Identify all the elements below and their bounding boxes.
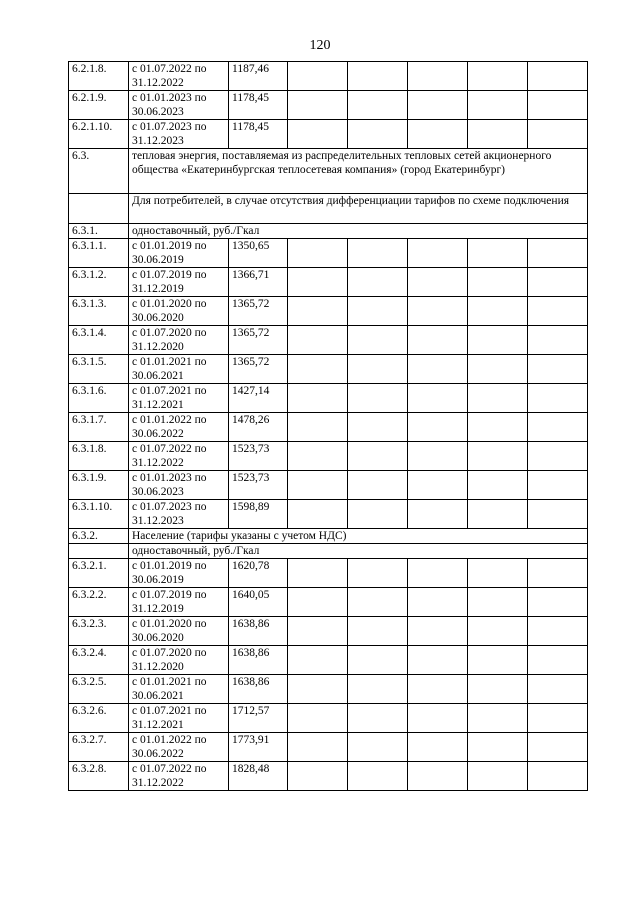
empty-cell: [408, 326, 468, 355]
row-number: 6.3.2.8.: [69, 762, 129, 791]
empty-cell: [528, 762, 588, 791]
table-row: [69, 413, 588, 442]
empty-cell: [288, 297, 348, 326]
empty-cell: [468, 646, 528, 675]
tariff-value-cell: 1178,45: [229, 120, 288, 149]
empty-cell: [288, 384, 348, 413]
empty-cell: [348, 704, 408, 733]
empty-cell: [468, 733, 528, 762]
row-number: 6.2.1.8.: [69, 62, 129, 91]
row-number: [69, 194, 129, 224]
row-number: 6.2.1.9.: [69, 91, 129, 120]
empty-cell: [348, 120, 408, 149]
tariff-value-cell: 1350,65: [229, 239, 288, 268]
row-number: 6.3.1.9.: [69, 471, 129, 500]
empty-cell: [528, 62, 588, 91]
empty-cell: [288, 471, 348, 500]
tariff-value-cell: 1598,89: [229, 500, 288, 529]
empty-cell: [528, 559, 588, 588]
table-row: [69, 268, 588, 297]
period-cell: с 01.07.2020 по 31.12.2020: [129, 326, 229, 355]
empty-cell: [408, 559, 468, 588]
period-cell: с 01.07.2023 по 31.12.2023: [129, 120, 229, 149]
tariff-value-cell: 1638,86: [229, 646, 288, 675]
period-cell: с 01.07.2022 по 31.12.2022: [129, 442, 229, 471]
empty-cell: [348, 355, 408, 384]
empty-cell: [288, 588, 348, 617]
empty-cell: [468, 617, 528, 646]
period-cell: с 01.07.2019 по 31.12.2019: [129, 268, 229, 297]
row-number: [69, 544, 129, 559]
period-cell: с 01.01.2023 по 30.06.2023: [129, 91, 229, 120]
row-number: 6.3.1.10.: [69, 500, 129, 529]
tariff-value-cell: 1187,46: [229, 62, 288, 91]
tariff-value-cell: 1365,72: [229, 355, 288, 384]
empty-cell: [408, 268, 468, 297]
tariff-value-cell: 1620,78: [229, 559, 288, 588]
empty-cell: [288, 355, 348, 384]
row-number: 6.3.1.2.: [69, 268, 129, 297]
empty-cell: [468, 471, 528, 500]
table-row: [69, 762, 588, 791]
empty-cell: [408, 733, 468, 762]
period-cell: с 01.07.2022 по 31.12.2022: [129, 762, 229, 791]
table-row: [69, 733, 588, 762]
empty-cell: [408, 675, 468, 704]
empty-cell: [468, 297, 528, 326]
empty-cell: [288, 268, 348, 297]
empty-cell: [468, 268, 528, 297]
table-row: [69, 442, 588, 471]
table-row: [69, 675, 588, 704]
section-row: [69, 544, 588, 559]
empty-cell: [528, 675, 588, 704]
table-row: [69, 297, 588, 326]
table-row: [69, 384, 588, 413]
empty-cell: [528, 733, 588, 762]
empty-cell: [408, 442, 468, 471]
table-row: [69, 326, 588, 355]
period-cell: с 01.07.2022 по 31.12.2022: [129, 62, 229, 91]
empty-cell: [288, 413, 348, 442]
empty-cell: [468, 413, 528, 442]
period-cell: с 01.01.2020 по 30.06.2020: [129, 617, 229, 646]
empty-cell: [528, 120, 588, 149]
tariff-value-cell: 1828,48: [229, 762, 288, 791]
empty-cell: [528, 471, 588, 500]
section-heading: тепловая энергия, поставляемая из распределительных тепловых сетей акционерного общества «Екатеринбургская теплосетевая компания» (город Екатеринбург): [129, 149, 588, 194]
row-number: 6.3.1.1.: [69, 239, 129, 268]
empty-cell: [408, 62, 468, 91]
empty-cell: [408, 413, 468, 442]
row-number: 6.3.2.4.: [69, 646, 129, 675]
empty-cell: [408, 762, 468, 791]
empty-cell: [408, 297, 468, 326]
empty-cell: [348, 500, 408, 529]
period-cell: с 01.01.2021 по 30.06.2021: [129, 355, 229, 384]
table-row: [69, 646, 588, 675]
empty-cell: [288, 62, 348, 91]
row-number: 6.2.1.10.: [69, 120, 129, 149]
table-row: [69, 500, 588, 529]
empty-cell: [288, 646, 348, 675]
table-row: [69, 62, 588, 91]
empty-cell: [288, 326, 348, 355]
section-row: [69, 194, 588, 224]
tariff-value-cell: 1427,14: [229, 384, 288, 413]
empty-cell: [348, 268, 408, 297]
empty-cell: [348, 62, 408, 91]
tariff-value-cell: 1365,72: [229, 297, 288, 326]
empty-cell: [528, 268, 588, 297]
empty-cell: [348, 617, 408, 646]
empty-cell: [468, 442, 528, 471]
empty-cell: [528, 500, 588, 529]
empty-cell: [288, 559, 348, 588]
empty-cell: [348, 646, 408, 675]
tariff-value-cell: 1366,71: [229, 268, 288, 297]
tariff-value-cell: 1638,86: [229, 675, 288, 704]
empty-cell: [288, 762, 348, 791]
empty-cell: [348, 675, 408, 704]
empty-cell: [468, 91, 528, 120]
table-row: [69, 120, 588, 149]
row-number: 6.3.1.5.: [69, 355, 129, 384]
empty-cell: [408, 355, 468, 384]
empty-cell: [528, 326, 588, 355]
table-row: [69, 559, 588, 588]
empty-cell: [468, 588, 528, 617]
empty-cell: [348, 384, 408, 413]
tariff-value-cell: 1712,57: [229, 704, 288, 733]
empty-cell: [288, 704, 348, 733]
empty-cell: [408, 646, 468, 675]
table-row: [69, 91, 588, 120]
table-row: [69, 617, 588, 646]
period-cell: с 01.01.2023 по 30.06.2023: [129, 471, 229, 500]
empty-cell: [408, 471, 468, 500]
section-heading: одноставочный, руб./Гкал: [129, 224, 588, 239]
empty-cell: [468, 500, 528, 529]
empty-cell: [348, 471, 408, 500]
period-cell: с 01.01.2022 по 30.06.2022: [129, 733, 229, 762]
empty-cell: [348, 442, 408, 471]
empty-cell: [468, 675, 528, 704]
empty-cell: [288, 675, 348, 704]
empty-cell: [528, 588, 588, 617]
tariff-value-cell: 1640,05: [229, 588, 288, 617]
row-number: 6.3.2.2.: [69, 588, 129, 617]
period-cell: с 01.07.2019 по 31.12.2019: [129, 588, 229, 617]
empty-cell: [408, 500, 468, 529]
empty-cell: [468, 62, 528, 91]
empty-cell: [288, 442, 348, 471]
section-heading: одноставочный, руб./Гкал: [129, 544, 588, 559]
empty-cell: [288, 733, 348, 762]
row-number: 6.3.2.1.: [69, 559, 129, 588]
empty-cell: [348, 297, 408, 326]
empty-cell: [528, 355, 588, 384]
empty-cell: [348, 239, 408, 268]
row-number: 6.3.2.3.: [69, 617, 129, 646]
empty-cell: [288, 500, 348, 529]
table-row: [69, 355, 588, 384]
empty-cell: [528, 442, 588, 471]
row-number: 6.3.1.8.: [69, 442, 129, 471]
empty-cell: [528, 297, 588, 326]
empty-cell: [468, 384, 528, 413]
period-cell: с 01.07.2021 по 31.12.2021: [129, 704, 229, 733]
row-number: 6.3.1.6.: [69, 384, 129, 413]
empty-cell: [288, 91, 348, 120]
row-number: 6.3.1.: [69, 224, 129, 239]
period-cell: с 01.01.2021 по 30.06.2021: [129, 675, 229, 704]
empty-cell: [408, 588, 468, 617]
section-heading: Для потребителей, в случае отсутствия дифференциации тарифов по схеме подключения: [129, 194, 588, 224]
empty-cell: [348, 559, 408, 588]
empty-cell: [468, 559, 528, 588]
row-number: 6.3.2.6.: [69, 704, 129, 733]
tariff-value-cell: 1523,73: [229, 442, 288, 471]
row-number: 6.3.2.7.: [69, 733, 129, 762]
empty-cell: [528, 384, 588, 413]
tariff-value-cell: 1523,73: [229, 471, 288, 500]
empty-cell: [468, 704, 528, 733]
table-row: [69, 471, 588, 500]
period-cell: с 01.01.2022 по 30.06.2022: [129, 413, 229, 442]
empty-cell: [408, 239, 468, 268]
empty-cell: [348, 762, 408, 791]
table-row: [69, 704, 588, 733]
period-cell: с 01.07.2020 по 31.12.2020: [129, 646, 229, 675]
row-number: 6.3.2.: [69, 529, 129, 544]
empty-cell: [468, 326, 528, 355]
tariff-value-cell: 1478,26: [229, 413, 288, 442]
tariff-table: [68, 61, 588, 791]
tariff-value-cell: 1638,86: [229, 617, 288, 646]
empty-cell: [288, 239, 348, 268]
row-number: 6.3.: [69, 149, 129, 194]
table-row: [69, 239, 588, 268]
empty-cell: [348, 733, 408, 762]
tariff-value-cell: 1365,72: [229, 326, 288, 355]
empty-cell: [288, 617, 348, 646]
row-number: 6.3.1.4.: [69, 326, 129, 355]
empty-cell: [348, 588, 408, 617]
empty-cell: [408, 704, 468, 733]
empty-cell: [528, 91, 588, 120]
empty-cell: [468, 120, 528, 149]
empty-cell: [528, 413, 588, 442]
empty-cell: [528, 617, 588, 646]
row-number: 6.3.1.7.: [69, 413, 129, 442]
section-row: [69, 224, 588, 239]
empty-cell: [348, 413, 408, 442]
empty-cell: [288, 120, 348, 149]
tariff-value-cell: 1178,45: [229, 91, 288, 120]
table-row: [69, 588, 588, 617]
period-cell: с 01.07.2021 по 31.12.2021: [129, 384, 229, 413]
tariff-value-cell: 1773,91: [229, 733, 288, 762]
section-heading: Население (тарифы указаны с учетом НДС): [129, 529, 588, 544]
period-cell: с 01.07.2023 по 31.12.2023: [129, 500, 229, 529]
period-cell: с 01.01.2019 по 30.06.2019: [129, 559, 229, 588]
row-number: 6.3.1.3.: [69, 297, 129, 326]
period-cell: с 01.01.2019 по 30.06.2019: [129, 239, 229, 268]
empty-cell: [528, 646, 588, 675]
empty-cell: [528, 704, 588, 733]
empty-cell: [528, 239, 588, 268]
empty-cell: [348, 91, 408, 120]
empty-cell: [348, 326, 408, 355]
empty-cell: [408, 120, 468, 149]
section-row: [69, 529, 588, 544]
period-cell: с 01.01.2020 по 30.06.2020: [129, 297, 229, 326]
empty-cell: [408, 384, 468, 413]
empty-cell: [408, 91, 468, 120]
page-number: 120: [309, 38, 331, 53]
empty-cell: [468, 355, 528, 384]
row-number: 6.3.2.5.: [69, 675, 129, 704]
section-row: [69, 149, 588, 194]
empty-cell: [468, 239, 528, 268]
empty-cell: [408, 617, 468, 646]
empty-cell: [468, 762, 528, 791]
